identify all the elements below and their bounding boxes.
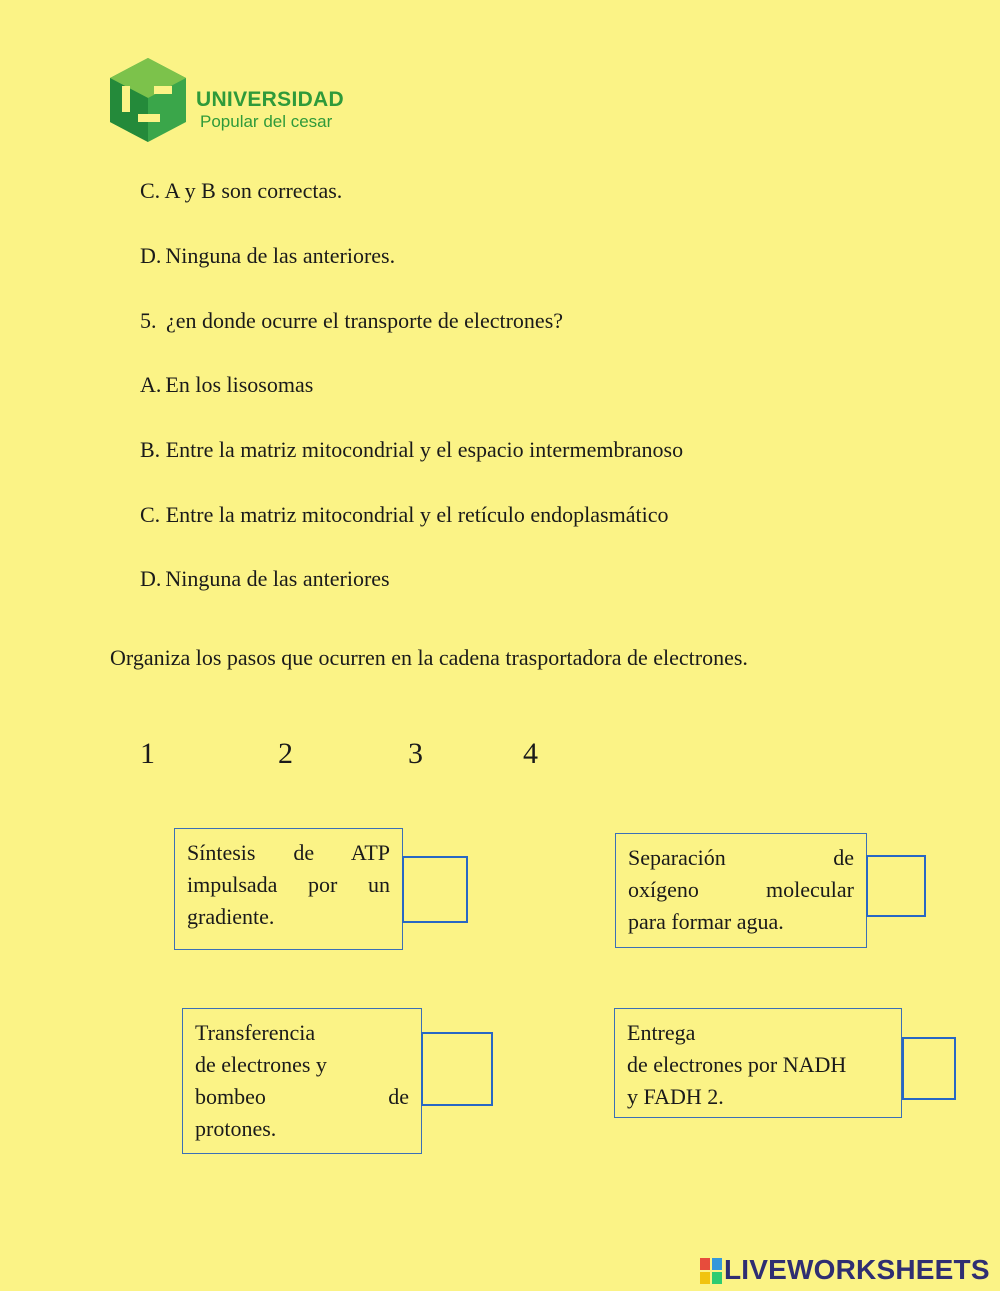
card-line: Entrega <box>627 1020 696 1045</box>
step-card-electron-transfer <box>182 1008 422 1154</box>
card-line: de electrones y <box>195 1052 327 1077</box>
card-line: para formar agua. <box>628 909 784 934</box>
card-line: bombeo de <box>195 1084 409 1109</box>
card-line: protones. <box>195 1116 277 1141</box>
step-number-2: 2 <box>278 737 293 770</box>
step-card-electron-delivery <box>614 1008 902 1118</box>
option-b <box>140 437 683 463</box>
university-logo <box>108 56 368 146</box>
step-card-oxygen-separation <box>615 833 867 948</box>
option-label: C. <box>140 178 161 203</box>
option-c-prev <box>140 178 342 204</box>
answer-box-3[interactable] <box>421 1032 493 1106</box>
option-c <box>140 502 668 528</box>
question-text: ¿en donde ocurre el transporte de electrones? <box>166 308 564 333</box>
option-d-prev <box>140 243 395 269</box>
card-line: gradiente. <box>187 904 275 929</box>
option-label: C. <box>140 502 161 527</box>
card-line: de electrones por NADH <box>627 1052 847 1077</box>
card-line: Síntesis de ATP <box>187 840 390 865</box>
option-label: D. <box>140 566 162 591</box>
option-text: Ninguna de las anteriores. <box>165 243 396 268</box>
instruction: Organiza los pasos que ocurren en la cadena trasportadora de electrones. <box>110 645 748 670</box>
card-line: impulsada por un <box>187 872 390 897</box>
logo-title: UNIVERSIDAD <box>196 88 344 111</box>
question-number: 5. <box>140 308 157 333</box>
option-a <box>140 372 313 398</box>
logo-subtitle: Popular del cesar <box>200 112 333 131</box>
card-line: Separación de <box>628 845 854 870</box>
question-5 <box>140 308 563 334</box>
answer-box-4[interactable] <box>902 1037 956 1100</box>
option-text: A y B son correctas. <box>164 178 343 203</box>
liveworksheets-brand: LIVEWORKSHEETS <box>724 1254 990 1285</box>
step-number-3: 3 <box>408 737 423 770</box>
option-label: A. <box>140 372 162 397</box>
option-label: B. <box>140 437 161 462</box>
liveworksheets-logo-icon <box>700 1258 722 1284</box>
card-line: y FADH 2. <box>627 1084 724 1109</box>
option-d <box>140 566 390 592</box>
step-card-atp-synthesis <box>174 828 403 950</box>
option-label: D. <box>140 243 162 268</box>
step-number-1: 1 <box>140 737 155 770</box>
card-line: oxígeno molecular <box>628 877 854 902</box>
answer-box-2[interactable] <box>866 855 926 917</box>
option-text: Entre la matriz mitocondrial y el espacio intermembranoso <box>165 437 684 462</box>
option-text: Ninguna de las anteriores <box>165 566 390 591</box>
option-text: En los lisosomas <box>165 372 314 397</box>
step-number-4: 4 <box>523 737 538 770</box>
option-text: Entre la matriz mitocondrial y el retículo endoplasmático <box>165 502 669 527</box>
liveworksheets-watermark <box>700 1254 996 1288</box>
card-line: Transferencia <box>195 1020 316 1045</box>
upc-logo-icon <box>108 56 188 146</box>
answer-box-1[interactable] <box>402 856 468 923</box>
